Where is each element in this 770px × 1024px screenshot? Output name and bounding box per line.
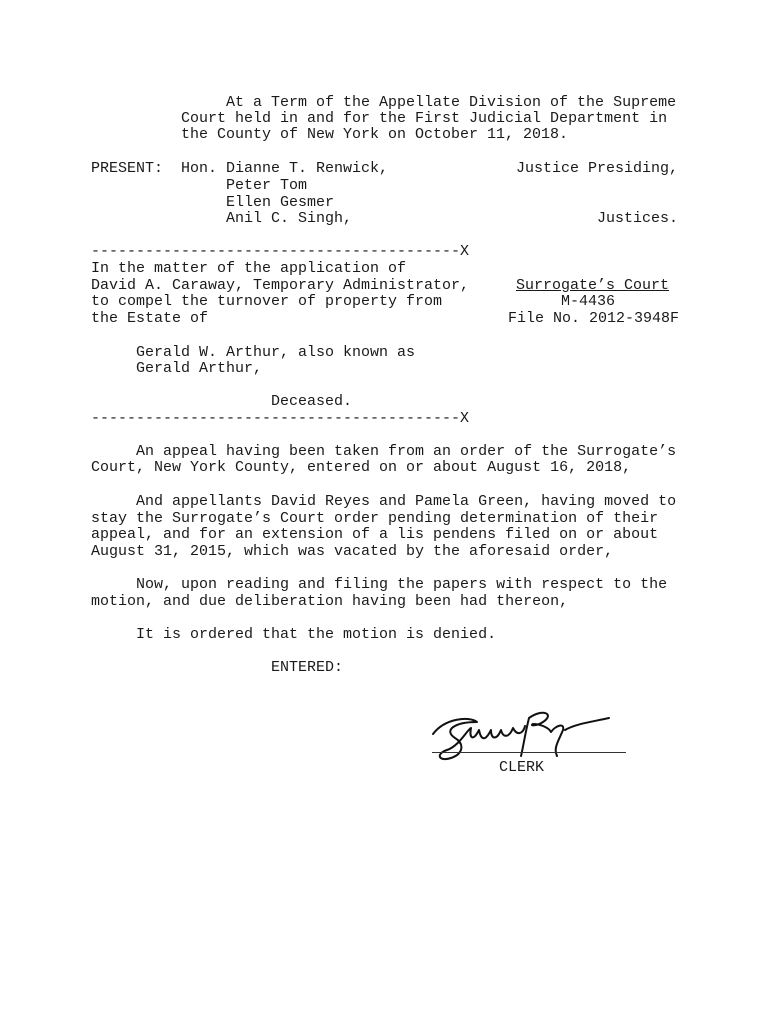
justice-name: Anil C. Singh, [226, 210, 353, 227]
decedent-line-1: Gerald W. Arthur, also known as [136, 344, 416, 361]
justice-name: Ellen Gesmer [226, 194, 335, 211]
presiding-role: Justice Presiding, [516, 160, 679, 177]
heading-line-2: Court held in and for the First Judicial Department in [181, 110, 668, 127]
heading-line-1: At a Term of the Appellate Division of the Supreme [226, 94, 677, 111]
court-name: Surrogate’s Court [516, 277, 670, 294]
decedent-line-2: Gerald Arthur, [136, 360, 263, 377]
caption-rule-top: -----------------------------------------X [91, 243, 470, 260]
order-line: It is ordered that the motion is denied. [91, 626, 497, 643]
body-line: August 31, 2015, which was vacated by the aforesaid order, [91, 543, 614, 560]
caption-line: In the matter of the application of [91, 260, 407, 277]
body-line: Now, upon reading and filing the papers with respect to the [91, 576, 668, 593]
caption-line: the Estate of [91, 310, 209, 327]
caption-rule-bottom: -----------------------------------------X [91, 410, 470, 427]
body-line: And appellants David Reyes and Pamela Green, having moved to [91, 493, 677, 510]
body-line: motion, and due deliberation having been had thereon, [91, 593, 569, 610]
body-line: stay the Surrogate’s Court order pending determination of their [91, 510, 659, 527]
clerk-title: CLERK [499, 759, 545, 776]
caption-line: to compel the turnover of property from [91, 293, 443, 310]
body-line: appeal, and for an extension of a lis pendens filed on or about [91, 526, 659, 543]
heading-line-3: the County of New York on October 11, 2018. [181, 126, 569, 143]
file-number: File No. 2012-3948F [508, 310, 680, 327]
justice-name: Peter Tom [226, 177, 308, 194]
justices-role: Justices. [597, 210, 679, 227]
motion-number: M-4436 [561, 293, 616, 310]
body-line: An appeal having been taken from an order of the Surrogate’s [91, 443, 677, 460]
body-line: Court, New York County, entered on or about August 16, 2018, [91, 459, 632, 476]
present-label: PRESENT: [91, 160, 164, 177]
deceased-label: Deceased. [271, 393, 353, 410]
signature-line [432, 752, 626, 753]
presiding-justice: Hon. Dianne T. Renwick, [181, 160, 389, 177]
caption-line: David A. Caraway, Temporary Administrator, [91, 277, 470, 294]
entered-label: ENTERED: [271, 659, 344, 676]
